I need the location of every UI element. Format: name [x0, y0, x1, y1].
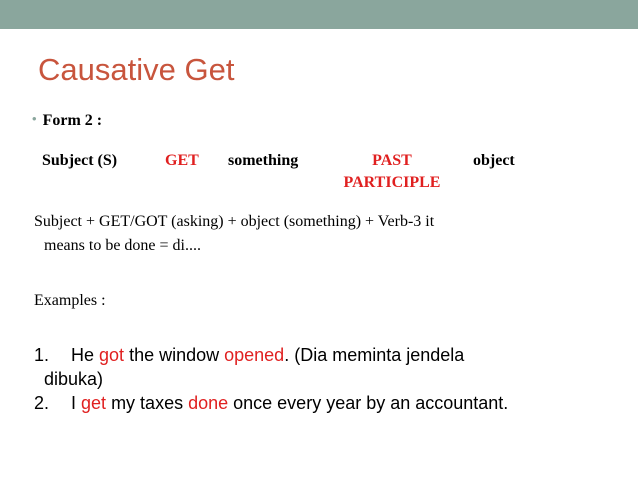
- formula-subject: Subject (S): [42, 152, 118, 169]
- example-1-text-a: He: [71, 345, 100, 365]
- example-2-text-b: my taxes: [106, 393, 189, 413]
- example-1-highlight-opened: opened: [224, 345, 285, 365]
- formula-past: PAST: [372, 152, 412, 169]
- form-bullet: [32, 111, 102, 130]
- example-1-continuation: dibuka): [44, 369, 104, 389]
- explanation-line-2: means to be done = di....: [44, 237, 201, 254]
- formula-object: object: [473, 152, 515, 169]
- example-1-highlight-got: got: [99, 345, 125, 365]
- example-1: [34, 343, 464, 367]
- formula-past-participle: [330, 150, 454, 194]
- formula-something: something: [228, 152, 299, 169]
- example-2-text-c: once every year by an accountant.: [228, 393, 509, 413]
- examples-label: Examples :: [34, 292, 106, 309]
- example-2-highlight-done: done: [188, 393, 229, 413]
- explanation-line-1: Subject + GET/GOT (asking) + object (something) + Verb-3 it: [34, 213, 435, 230]
- slide-title: Causative Get: [38, 52, 235, 87]
- example-2-highlight-get: get: [81, 393, 107, 413]
- example-1-number: 1.: [34, 345, 50, 365]
- example-1-text-c: . (Dia meminta jendela: [284, 345, 465, 365]
- form-label: Form 2 :: [42, 112, 103, 129]
- top-accent-bar: [0, 0, 638, 29]
- example-1-text-b: the window: [124, 345, 225, 365]
- formula-get: GET: [165, 152, 199, 169]
- example-2: [34, 391, 508, 415]
- example-2-number: 2.: [34, 393, 50, 413]
- formula-participle: PARTICIPLE: [343, 174, 441, 191]
- example-2-text-a: I: [71, 393, 82, 413]
- bullet-dot-icon: •: [32, 111, 37, 126]
